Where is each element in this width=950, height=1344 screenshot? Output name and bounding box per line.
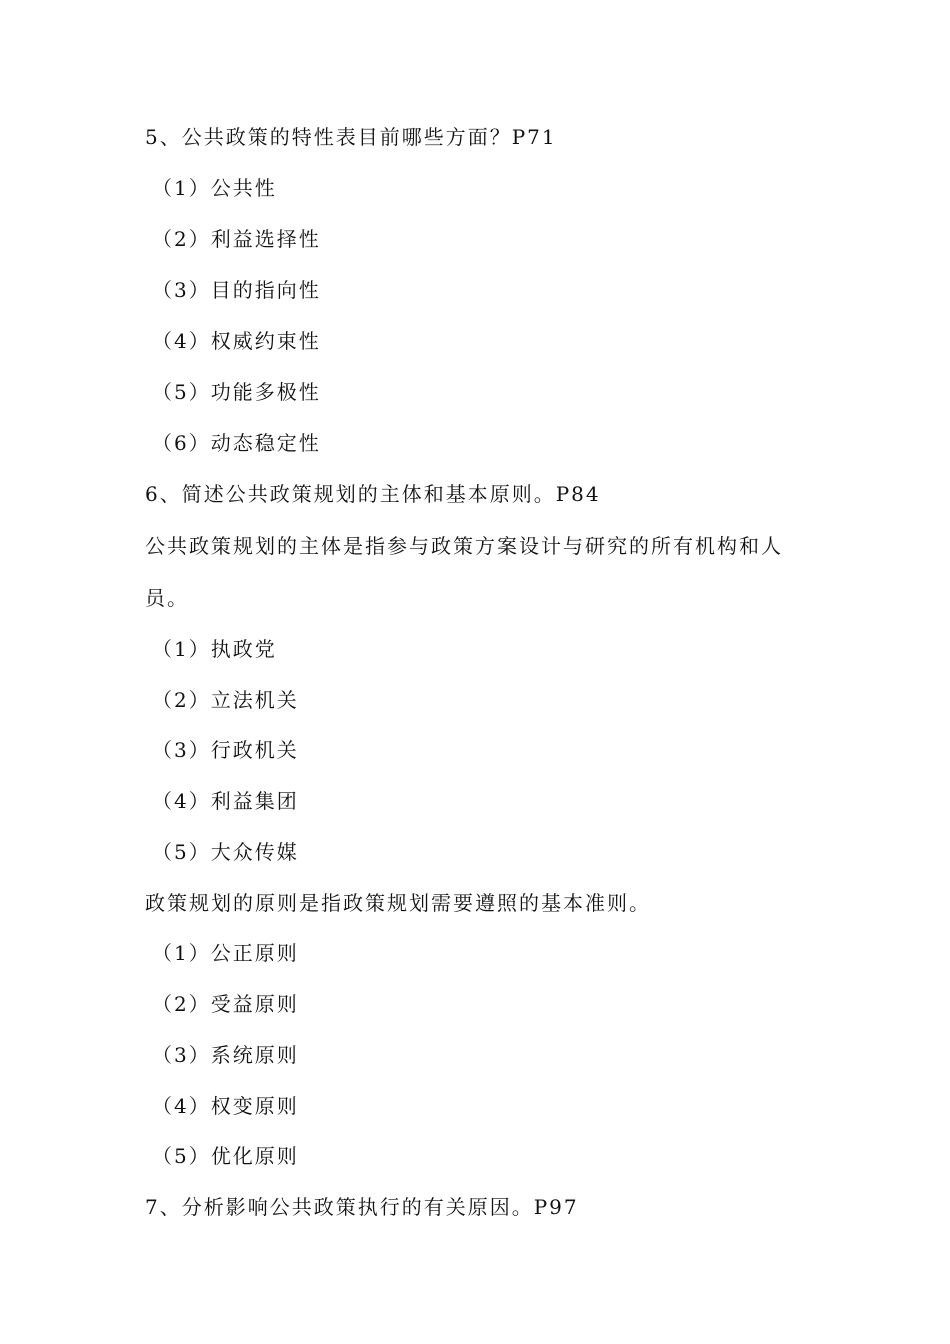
list-item: （1）公共性 [152, 176, 277, 200]
list-item: （1）执政党 [152, 637, 277, 661]
list-item: （5）优化原则 [152, 1144, 299, 1168]
list-item: （4）权变原则 [152, 1094, 299, 1118]
list-item: （2）立法机关 [152, 688, 299, 712]
question-7-heading: 7、分析影响公共政策执行的有关原因。P97 [145, 1195, 579, 1219]
list-item: （3）目的指向性 [152, 278, 321, 302]
paragraph-line: 公共政策规划的主体是指参与政策方案设计与研究的所有机构和人 [145, 534, 783, 558]
list-item: （4）权威约束性 [152, 329, 321, 353]
list-item: （5）功能多极性 [152, 380, 321, 404]
list-item: （3）行政机关 [152, 738, 299, 762]
list-item: （3）系统原则 [152, 1043, 299, 1067]
paragraph-line: 员。 [145, 586, 189, 610]
list-item: （4）利益集团 [152, 789, 299, 813]
list-item: （2）受益原则 [152, 992, 299, 1016]
list-item: （1）公正原则 [152, 941, 299, 965]
list-item: （6）动态稳定性 [152, 431, 321, 455]
question-5-heading: 5、公共政策的特性表目前哪些方面？P71 [145, 125, 557, 149]
list-item: （5）大众传媒 [152, 840, 299, 864]
question-6-heading: 6、简述公共政策规划的主体和基本原则。P84 [145, 482, 601, 506]
list-item: （2）利益选择性 [152, 227, 321, 251]
paragraph-line: 政策规划的原则是指政策规划需要遵照的基本准则。 [145, 891, 651, 915]
